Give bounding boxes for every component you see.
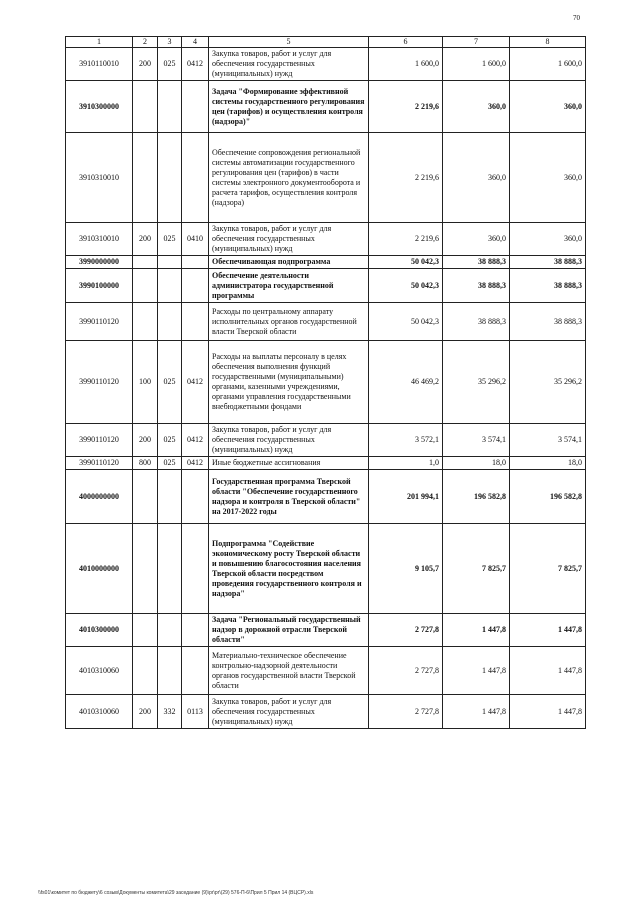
column-header: 6 [369, 37, 443, 48]
department-code [158, 470, 182, 524]
expense-type-code [133, 524, 158, 614]
department-code [158, 269, 182, 303]
section-code [182, 256, 209, 269]
expense-type-code: 200 [133, 48, 158, 81]
department-code: 025 [158, 341, 182, 424]
table-row [66, 470, 586, 524]
amount-col7: 360,0 [443, 223, 510, 256]
amount-col7: 360,0 [443, 81, 510, 133]
amount-col6: 1 600,0 [369, 48, 443, 81]
column-header: 8 [510, 37, 586, 48]
budget-code: 4010310060 [66, 695, 133, 729]
expense-type-code [133, 133, 158, 223]
section-code: 0410 [182, 223, 209, 256]
amount-col6: 2 219,6 [369, 81, 443, 133]
section-code: 0412 [182, 424, 209, 457]
amount-col6: 46 469,2 [369, 341, 443, 424]
section-code: 0412 [182, 457, 209, 470]
department-code [158, 303, 182, 341]
section-code: 0412 [182, 341, 209, 424]
file-path-footer: \\fs01\комитет по бюджету\6 созыв\Документы комитета\29 заседание (9)\pr\pr\(29) 576-П-6\Прил 5 Прил 14 (ВЦСР).xls [38, 890, 314, 896]
budget-code: 3990000000 [66, 256, 133, 269]
budget-code: 4000000000 [66, 470, 133, 524]
expense-type-code: 200 [133, 223, 158, 256]
item-name: Обеспечение деятельности администратора государственной программы [209, 269, 369, 303]
budget-code: 3910310010 [66, 223, 133, 256]
table-row [66, 647, 586, 695]
amount-col6: 50 042,3 [369, 303, 443, 341]
expense-type-code [133, 269, 158, 303]
expense-type-code [133, 470, 158, 524]
amount-col8: 360,0 [510, 223, 586, 256]
amount-col6: 2 219,6 [369, 133, 443, 223]
amount-col7: 1 447,8 [443, 614, 510, 647]
section-code [182, 81, 209, 133]
item-name: Закупка товаров, работ и услуг для обеспечения государственных (муниципальных) нужд [209, 695, 369, 729]
amount-col7: 7 825,7 [443, 524, 510, 614]
section-code: 0113 [182, 695, 209, 729]
expense-type-code: 200 [133, 695, 158, 729]
item-name: Государственная программа Тверской области "Обеспечение государственного надзора и контроля в Тверской области" на 2017-2022 годы [209, 470, 369, 524]
amount-col8: 1 447,8 [510, 695, 586, 729]
budget-code: 3990110120 [66, 341, 133, 424]
table-row [66, 341, 586, 424]
column-header: 1 [66, 37, 133, 48]
expense-type-code [133, 303, 158, 341]
table-row [66, 223, 586, 256]
table-row [66, 524, 586, 614]
column-header: 3 [158, 37, 182, 48]
department-code: 025 [158, 457, 182, 470]
item-name: Задача "Региональный государственный надзор в дорожной отрасли Тверской области" [209, 614, 369, 647]
amount-col8: 7 825,7 [510, 524, 586, 614]
item-name: Обеспечение сопровождения региональной системы автоматизации государственного регулирования цен (тарифов) в части системы электронного документооборота и расчета тарифов, осуществления контроля (надзора) [209, 133, 369, 223]
amount-col6: 2 219,6 [369, 223, 443, 256]
budget-code: 4010310060 [66, 647, 133, 695]
page-number: 70 [573, 14, 580, 22]
expense-type-code [133, 256, 158, 269]
section-code [182, 647, 209, 695]
amount-col6: 3 572,1 [369, 424, 443, 457]
budget-code: 3910110010 [66, 48, 133, 81]
amount-col8: 3 574,1 [510, 424, 586, 457]
amount-col6: 201 994,1 [369, 470, 443, 524]
amount-col7: 38 888,3 [443, 269, 510, 303]
amount-col8: 38 888,3 [510, 256, 586, 269]
section-code [182, 614, 209, 647]
item-name: Расходы на выплаты персоналу в целях обеспечения выполнения функций государственными (муниципальными) органами, казенными учреждениями, органами управления государственными внебюджетными фондами [209, 341, 369, 424]
budget-code: 3990110120 [66, 457, 133, 470]
budget-code: 3990100000 [66, 269, 133, 303]
amount-col6: 50 042,3 [369, 269, 443, 303]
table-row [66, 424, 586, 457]
item-name: Подпрограмма "Содействие экономическому росту Тверской области и повышению благосостояния населения Тверской области посредством проведения государственного контроля и надзора" [209, 524, 369, 614]
table-row [66, 81, 586, 133]
amount-col6: 2 727,8 [369, 614, 443, 647]
amount-col8: 196 582,8 [510, 470, 586, 524]
column-header: 5 [209, 37, 369, 48]
department-code: 025 [158, 223, 182, 256]
expense-type-code: 100 [133, 341, 158, 424]
amount-col7: 3 574,1 [443, 424, 510, 457]
budget-code: 4010300000 [66, 614, 133, 647]
item-name: Обеспечивающая подпрограмма [209, 256, 369, 269]
department-code [158, 647, 182, 695]
table-row [66, 256, 586, 269]
amount-col8: 360,0 [510, 81, 586, 133]
item-name: Задача "Формирование эффективной системы государственного регулирования цен (тарифов) и осуществления контроля (надзора)" [209, 81, 369, 133]
expense-type-code [133, 614, 158, 647]
amount-col6: 2 727,8 [369, 647, 443, 695]
budget-code: 3910310010 [66, 133, 133, 223]
amount-col6: 1,0 [369, 457, 443, 470]
amount-col7: 35 296,2 [443, 341, 510, 424]
table-row [66, 133, 586, 223]
amount-col8: 38 888,3 [510, 269, 586, 303]
table-row [66, 48, 586, 81]
table-row [66, 614, 586, 647]
expense-type-code [133, 647, 158, 695]
section-code [182, 133, 209, 223]
item-name: Закупка товаров, работ и услуг для обеспечения государственных (муниципальных) нужд [209, 48, 369, 81]
table-row [66, 303, 586, 341]
amount-col7: 360,0 [443, 133, 510, 223]
department-code [158, 614, 182, 647]
amount-col7: 1 447,8 [443, 647, 510, 695]
table-row [66, 695, 586, 729]
amount-col6: 50 042,3 [369, 256, 443, 269]
amount-col6: 9 105,7 [369, 524, 443, 614]
department-code [158, 524, 182, 614]
column-header: 4 [182, 37, 209, 48]
department-code [158, 81, 182, 133]
department-code: 332 [158, 695, 182, 729]
header-row [66, 37, 586, 48]
amount-col8: 1 447,8 [510, 647, 586, 695]
amount-col7: 1 447,8 [443, 695, 510, 729]
section-code [182, 524, 209, 614]
budget-code: 3910300000 [66, 81, 133, 133]
expense-type-code [133, 81, 158, 133]
table-row [66, 457, 586, 470]
item-name: Закупка товаров, работ и услуг для обеспечения государственных (муниципальных) нужд [209, 424, 369, 457]
budget-code: 4010000000 [66, 524, 133, 614]
expense-type-code: 800 [133, 457, 158, 470]
column-header: 2 [133, 37, 158, 48]
amount-col8: 18,0 [510, 457, 586, 470]
budget-code: 3990110120 [66, 424, 133, 457]
amount-col8: 360,0 [510, 133, 586, 223]
item-name: Расходы по центральному аппарату исполнительных органов государственной власти Тверской области [209, 303, 369, 341]
item-name: Иные бюджетные ассигнования [209, 457, 369, 470]
budget-table [65, 36, 586, 729]
section-code: 0412 [182, 48, 209, 81]
amount-col7: 1 600,0 [443, 48, 510, 81]
department-code: 025 [158, 48, 182, 81]
budget-code: 3990110120 [66, 303, 133, 341]
item-name: Материально-техническое обеспечение контрольно-надзорной деятельности органов государственной власти Тверской области [209, 647, 369, 695]
amount-col8: 38 888,3 [510, 303, 586, 341]
department-code [158, 133, 182, 223]
amount-col8: 1 600,0 [510, 48, 586, 81]
amount-col6: 2 727,8 [369, 695, 443, 729]
amount-col8: 35 296,2 [510, 341, 586, 424]
expense-type-code: 200 [133, 424, 158, 457]
department-code [158, 256, 182, 269]
amount-col7: 18,0 [443, 457, 510, 470]
department-code: 025 [158, 424, 182, 457]
amount-col7: 38 888,3 [443, 303, 510, 341]
table-row [66, 269, 586, 303]
section-code [182, 470, 209, 524]
section-code [182, 269, 209, 303]
column-header: 7 [443, 37, 510, 48]
section-code [182, 303, 209, 341]
item-name: Закупка товаров, работ и услуг для обеспечения государственных (муниципальных) нужд [209, 223, 369, 256]
amount-col7: 38 888,3 [443, 256, 510, 269]
amount-col8: 1 447,8 [510, 614, 586, 647]
amount-col7: 196 582,8 [443, 470, 510, 524]
